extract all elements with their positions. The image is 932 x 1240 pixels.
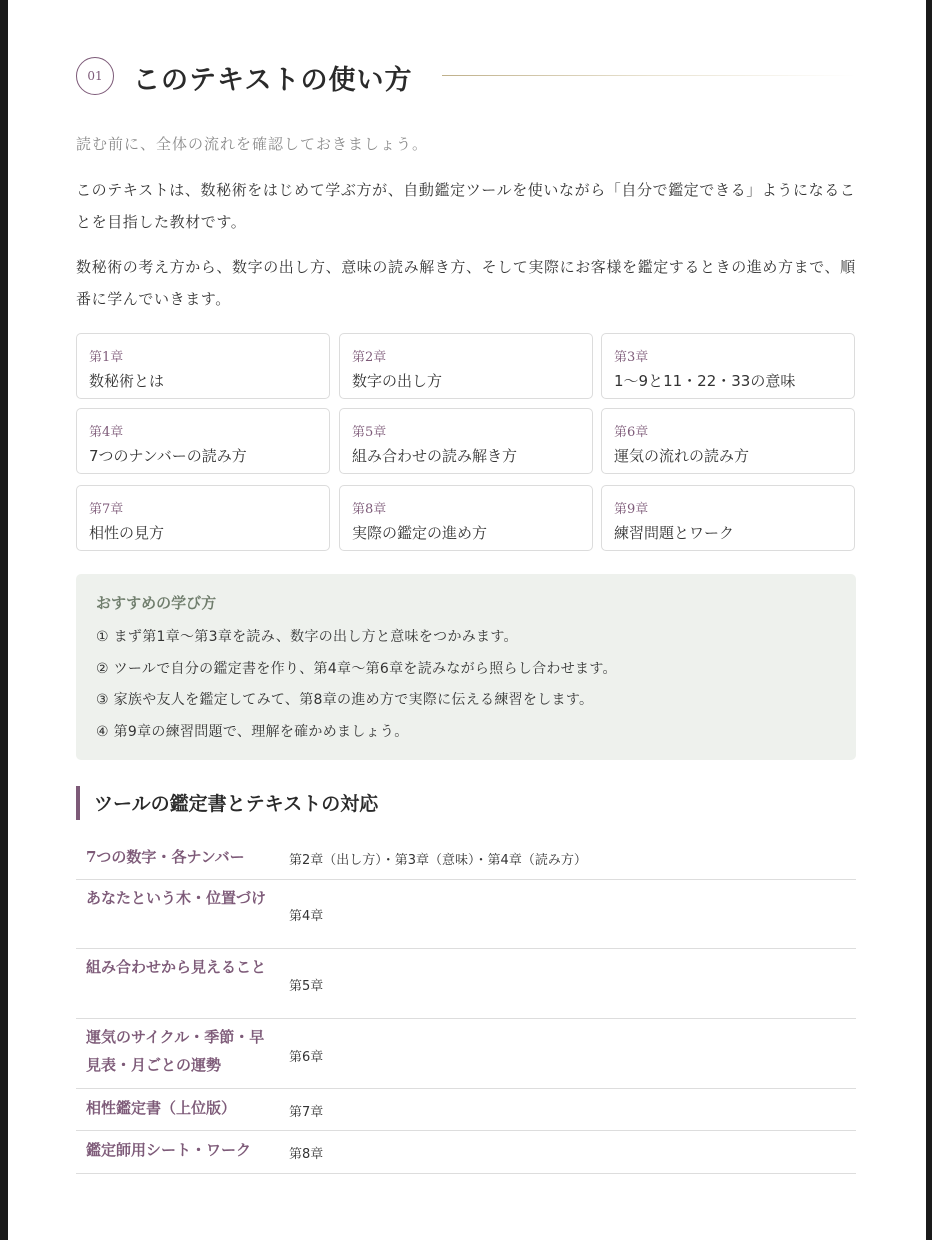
chapter-card — [601, 485, 855, 551]
row-key: 組み合わせから見えること — [86, 958, 267, 976]
row-key: 7つの数字・各ナンバー — [86, 848, 245, 866]
row-key: あなたという木・位置づけ — [86, 889, 267, 907]
chapter-title: 実際の鑑定の進め方 — [352, 524, 488, 542]
recommended-item: ① まず第1章〜第3章を読み、数字の出し方と意味をつかみます。 — [96, 629, 518, 645]
paragraph-2: 数秘術の考え方から、数字の出し方、意味の読み解き方、そして実際にお客様を鑑定するときの進め方まで、順番に学んでいきます。 — [76, 258, 856, 308]
mapping-title: ツールの鑑定書とテキストの対応 — [94, 793, 379, 815]
chapter-number: 第3章 — [614, 350, 649, 365]
chapter-card — [76, 333, 330, 399]
chapter-card — [76, 485, 330, 551]
row-value: 第6章 — [289, 1050, 324, 1065]
chapter-title: 相性の見方 — [89, 524, 165, 542]
chapter-title: 7つのナンバーの読み方 — [89, 447, 247, 465]
row-value: 第2章（出し方）・第3章（意味）・第4章（読み方） — [289, 853, 587, 868]
row-key: 運気のサイクル・季節・早見表・月ごとの運勢 — [86, 1028, 265, 1074]
chapter-number: 第4章 — [89, 425, 124, 440]
row-value: 第7章 — [289, 1105, 324, 1120]
section-header — [76, 57, 856, 95]
chapter-title: 1〜9と11・22・33の意味 — [614, 372, 796, 390]
recommended-item: ② ツールで自分の鑑定書を作り、第4章〜第6章を読みながら照らし合わせます。 — [96, 661, 617, 677]
chapter-card — [339, 408, 593, 474]
chapter-title: 数字の出し方 — [352, 372, 443, 390]
table-row — [76, 879, 856, 949]
chapter-card — [339, 485, 593, 551]
chapter-card — [601, 333, 855, 399]
recommended-item: ④ 第9章の練習問題で、理解を確かめましょう。 — [96, 724, 409, 740]
chapter-number: 第2章 — [352, 350, 387, 365]
table-row — [76, 1088, 856, 1131]
table-row — [76, 1018, 856, 1089]
row-value: 第4章 — [289, 909, 324, 924]
recommended-title: おすすめの学び方 — [96, 594, 217, 612]
table-row — [76, 1130, 856, 1174]
row-key: 鑑定師用シート・ワーク — [86, 1141, 252, 1159]
chapter-number: 第6章 — [614, 425, 649, 440]
chapter-number: 第5章 — [352, 425, 387, 440]
chapter-title: 数秘術とは — [89, 372, 165, 390]
page — [8, 0, 926, 1240]
section-accent-bar — [76, 786, 80, 820]
chapter-number: 第8章 — [352, 502, 387, 517]
chapter-number: 第9章 — [614, 502, 649, 517]
paragraph-1: このテキストは、数秘術をはじめて学ぶ方が、自動鑑定ツールを使いながら「自分で鑑定できる」ようになることを目指した教材です。 — [76, 181, 856, 231]
recommended-box — [76, 574, 856, 760]
row-value: 第8章 — [289, 1147, 324, 1162]
intro-text: 読む前に、全体の流れを確認しておきましょう。 — [76, 135, 429, 153]
chapter-card — [601, 408, 855, 474]
section-number-badge: 01 — [76, 57, 114, 95]
table-row — [76, 948, 856, 1019]
recommended-item: ③ 家族や友人を鑑定してみて、第8章の進め方で実際に伝える練習をします。 — [96, 692, 594, 708]
page-title: このテキストの使い方 — [133, 65, 413, 96]
row-value: 第5章 — [289, 979, 324, 994]
table-row — [76, 838, 856, 880]
row-key: 相性鑑定書（上位版） — [86, 1099, 237, 1117]
chapter-title: 組み合わせの読み解き方 — [352, 447, 518, 465]
chapter-number: 第1章 — [89, 350, 124, 365]
chapter-card — [339, 333, 593, 399]
chapter-title: 練習問題とワーク — [614, 524, 735, 542]
title-divider — [442, 75, 856, 76]
chapter-card — [76, 408, 330, 474]
chapter-title: 運気の流れの読み方 — [614, 447, 750, 465]
chapter-number: 第7章 — [89, 502, 124, 517]
